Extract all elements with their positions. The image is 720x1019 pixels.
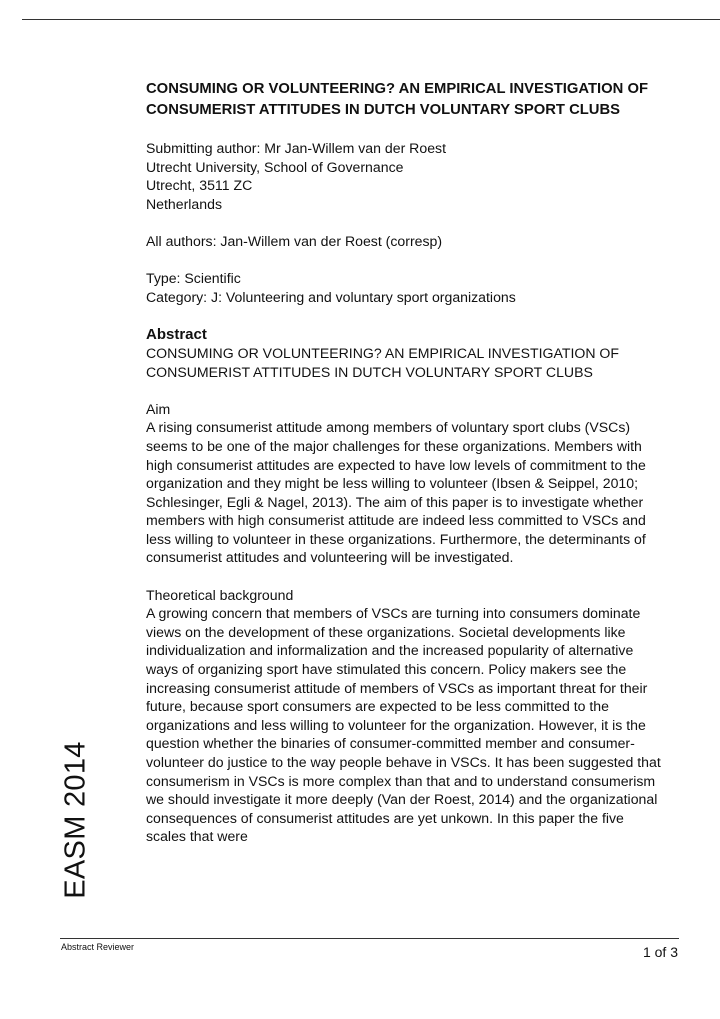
background-heading: Theoretical background bbox=[146, 586, 294, 603]
submitting-author: Submitting author: Mr Jan-Willem van der Roest bbox=[146, 140, 446, 156]
city: Utrecht, 3511 ZC bbox=[146, 177, 253, 194]
document-title: CONSUMING OR VOLUNTEERING? AN EMPIRICAL INVESTIGATION OF CONSUMERIST ATTITUDES IN DUTCH VOLUNTARY SPORT CLUBS bbox=[146, 81, 649, 118]
header-rule bbox=[22, 19, 720, 20]
abstract-title: CONSUMING OR VOLUNTEERING? AN EMPIRICAL INVESTIGATION OF CONSUMERIST ATTITUDES IN DUTCH VOLUNTARY SPORT CLUBS bbox=[146, 344, 619, 380]
abstract-heading: Abstract bbox=[146, 325, 207, 343]
page-number: 1 of 3 bbox=[642, 944, 678, 960]
aim-heading: Aim bbox=[146, 400, 171, 417]
all-authors: All authors: Jan-Willem van der Roest (corresp) bbox=[146, 232, 443, 249]
side-label: EASM 2014 bbox=[59, 741, 92, 899]
background-text: A growing concern that members of VSCs are turning into consumers dominate views on the development of these organizations. Societal developments like individualization and informalization and the increased popularity of alternative ways of organizing sport have stimulated this concern. Policy makers see the increasing consumerist attitude of members of VSCs as important threat for their future, because sport consumers are expected to be less committed to the organizations and less willing to volunteer for the organization. However, it is the question whether the binaries of consumer-committed member and consumer-volunteer do justice to the way people behave in VSCs. It has been suggested that consumerism in VSCs is more complex than that and to understand consumerism we should investigate it more deeply (Van der Roest, 2014) and the organizational consequences of consumerist attitudes are yet unkown. In this paper the five scales that were bbox=[146, 605, 661, 845]
affiliation: Utrecht University, School of Governance bbox=[146, 158, 404, 175]
document-body bbox=[146, 79, 666, 846]
country: Netherlands bbox=[146, 195, 222, 212]
category: Category: J: Volunteering and voluntary sport organizations bbox=[146, 288, 516, 305]
type: Type: Scientific bbox=[146, 270, 241, 287]
footer-rule bbox=[60, 938, 679, 939]
aim-text: A rising consumerist attitude among members of voluntary sport clubs (VSCs) seems to be one of the major challenges for these organizations. Members with high consumerist attitudes are expected to have low levels of commitment to the organization and they might be less willing to volunteer (Ibsen & Seippel, 2010; Schlesinger, Egli & Nagel, 2013). The aim of this paper is to investigate whether members with high consumerist attitude are indeed less committed to VSCs and less willing to volunteer in these organizations. Furthermore, the determinants of consumerist attitudes and volunteering will be investigated. bbox=[146, 419, 646, 566]
footer-reviewer-label: Abstract Reviewer bbox=[61, 942, 135, 952]
